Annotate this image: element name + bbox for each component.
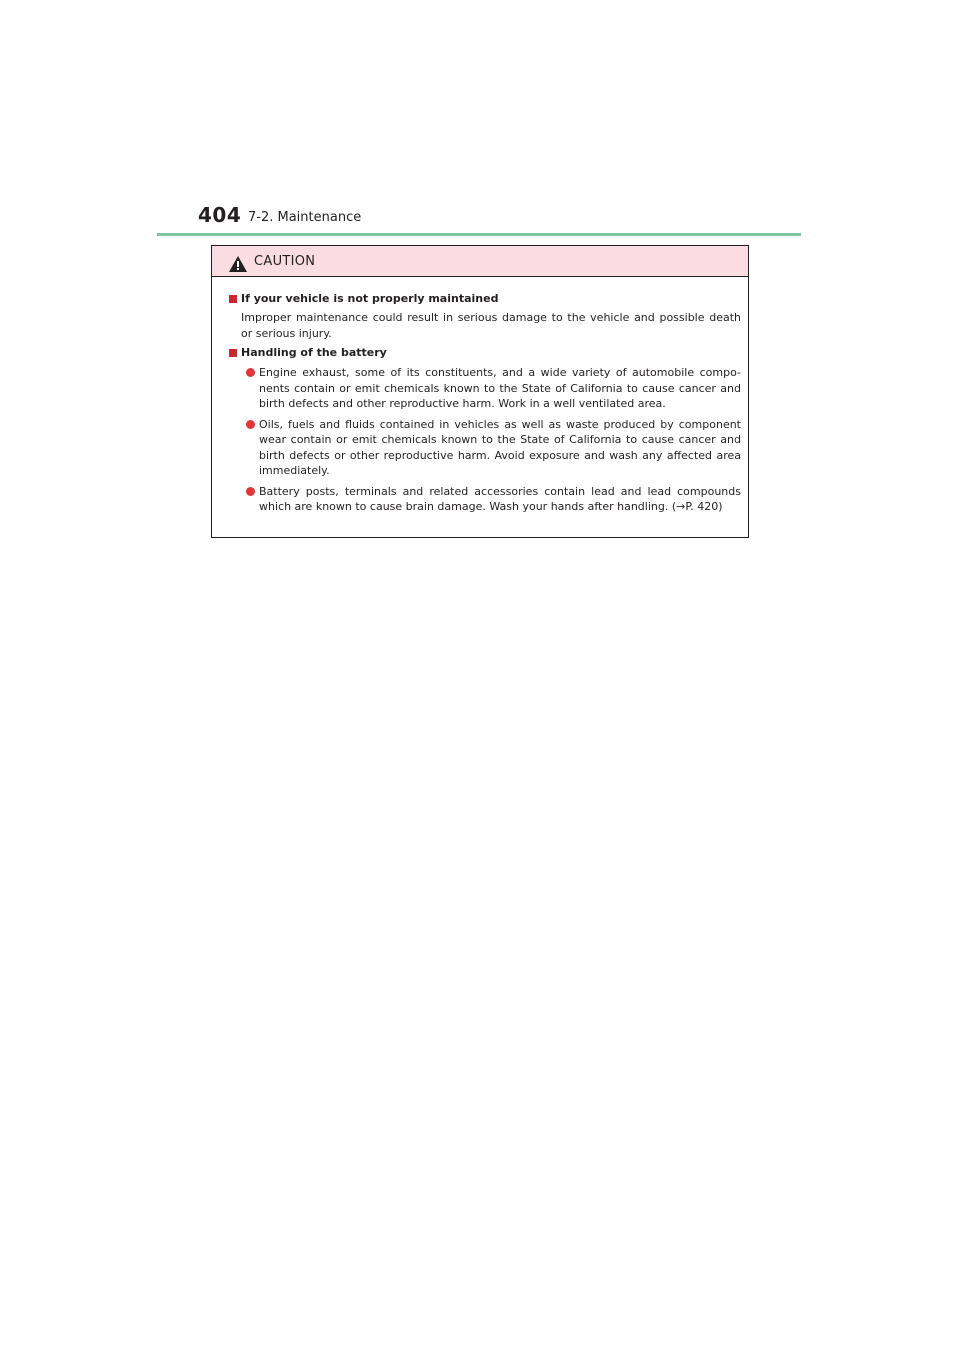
header-divider bbox=[157, 233, 801, 236]
list-item-text: Oils, fuels and fluids contained in vehicles as well as waste produced by component wear contain or emit chemicals known to the State of California to cause cancer and birth defects or other reproductive harm. Avoid exposure and wash any affected area immediately. bbox=[259, 417, 741, 477]
caution-body bbox=[212, 277, 748, 515]
square-bullet-icon bbox=[229, 295, 237, 303]
caution-box bbox=[211, 245, 749, 538]
list-item bbox=[229, 417, 741, 479]
page-header bbox=[198, 203, 801, 233]
section-heading bbox=[229, 345, 741, 361]
section-paragraph: Improper maintenance could result in serious damage to the vehicle and possible death or serious injury. bbox=[241, 311, 741, 340]
square-bullet-icon bbox=[229, 349, 237, 357]
circle-bullet-icon bbox=[246, 487, 255, 496]
list-item-text: Engine exhaust, some of its constituents, and a wide variety of automobile compo-nents contain or emit chemicals known to the State of California to cause cancer and birth defects and other reproductive harm. Work in a well ventilated area. bbox=[259, 366, 741, 410]
list-item bbox=[229, 365, 741, 412]
page-number: 404 bbox=[198, 203, 242, 227]
caution-header bbox=[212, 246, 748, 277]
warning-triangle-icon bbox=[229, 256, 247, 272]
list-item-text: Battery posts, terminals and related accessories contain lead and lead compounds which are known to cause brain damage. Wash your hands after handling. (→P. 420) bbox=[259, 484, 741, 513]
section-title: 7-2. Maintenance bbox=[248, 210, 362, 225]
circle-bullet-icon bbox=[246, 420, 255, 429]
circle-bullet-icon bbox=[246, 368, 255, 377]
section-heading-text: If your vehicle is not properly maintained bbox=[241, 292, 499, 305]
section-heading bbox=[229, 291, 741, 307]
caution-label: CAUTION bbox=[254, 254, 316, 269]
section-heading-text: Handling of the battery bbox=[241, 346, 387, 359]
list-item bbox=[229, 484, 741, 515]
